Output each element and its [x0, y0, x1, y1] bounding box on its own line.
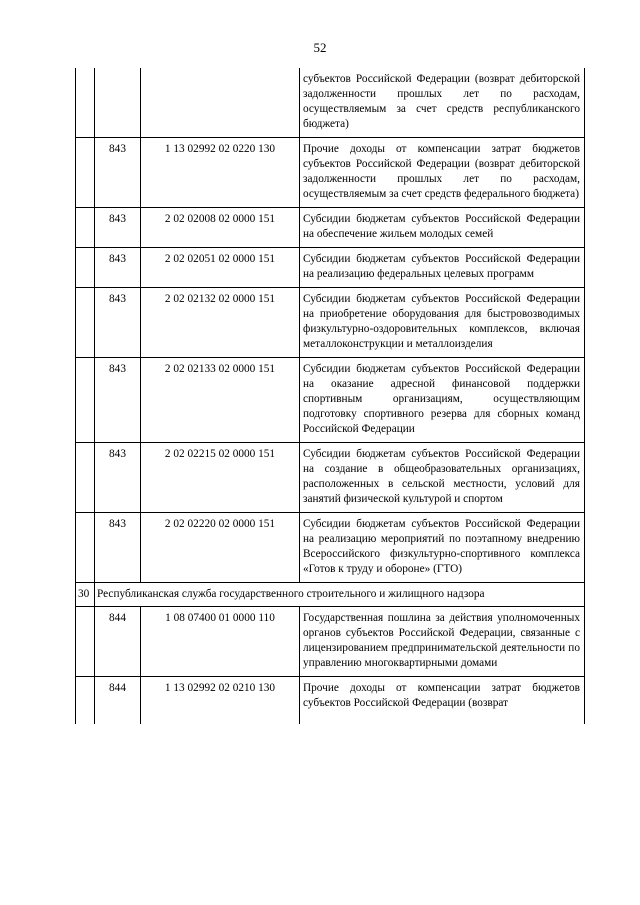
revenue-name-cell: Субсидии бюджетам субъектов Российской Федерации на создание в общеобразовательных организациях, расположенных в сельской местности, условий для занятий физической культурой и спортом	[300, 443, 585, 513]
row-number-cell	[76, 607, 95, 677]
row-number-cell	[76, 138, 95, 208]
revenue-name-cell: субъектов Российской Федерации (возврат дебиторской задолженности прошлых лет по расходам, осуществляемым за счет средств республиканского бюджета)	[300, 68, 585, 138]
row-number-cell	[76, 208, 95, 248]
revenue-code-cell: 1 08 07400 01 0000 110	[141, 607, 300, 677]
table-row	[76, 513, 585, 583]
table-row	[76, 358, 585, 443]
row-number-cell	[76, 513, 95, 583]
section-number: 30	[76, 583, 95, 607]
admin-code-cell: 843	[95, 208, 141, 248]
section-header-row	[76, 583, 585, 607]
table-row	[76, 288, 585, 358]
admin-code-cell: 844	[95, 677, 141, 725]
admin-code-cell: 843	[95, 443, 141, 513]
revenue-code-cell: 2 02 02133 02 0000 151	[141, 358, 300, 443]
revenue-code-cell: 1 13 02992 02 0220 130	[141, 138, 300, 208]
revenue-name-cell: Субсидии бюджетам субъектов Российской Федерации на приобретение оборудования для быстровозводимых физкультурно-оздоровительных комплексов, включая металлоконструкции и металлоизделия	[300, 288, 585, 358]
table-row	[76, 607, 585, 677]
revenue-code-cell: 2 02 02220 02 0000 151	[141, 513, 300, 583]
row-number-cell	[76, 677, 95, 725]
revenue-code-cell: 2 02 02051 02 0000 151	[141, 248, 300, 288]
admin-code-cell: 843	[95, 358, 141, 443]
row-number-cell	[76, 68, 95, 138]
table-row	[76, 68, 585, 138]
table-row	[76, 248, 585, 288]
revenue-code-cell: 1 13 02992 02 0210 130	[141, 677, 300, 725]
admin-code-cell	[95, 68, 141, 138]
revenue-code-cell: 2 02 02215 02 0000 151	[141, 443, 300, 513]
table-row	[76, 208, 585, 248]
row-number-cell	[76, 248, 95, 288]
admin-code-cell: 843	[95, 138, 141, 208]
admin-code-cell: 843	[95, 513, 141, 583]
revenue-name-cell: Субсидии бюджетам субъектов Российской Федерации на обеспечение жильем молодых семей	[300, 208, 585, 248]
revenue-code-cell	[141, 68, 300, 138]
row-number-cell	[76, 443, 95, 513]
admin-code-cell: 844	[95, 607, 141, 677]
page-number: 52	[313, 40, 327, 55]
row-number-cell	[76, 358, 95, 443]
revenue-name-cell: Субсидии бюджетам субъектов Российской Федерации на реализацию мероприятий по поэтапному внедрению Всероссийского физкультурно-спортивного комплекса «Готов к труду и обороне» (ГТО)	[300, 513, 585, 583]
revenue-code-cell: 2 02 02132 02 0000 151	[141, 288, 300, 358]
revenue-name-cell: Прочие доходы от компенсации затрат бюджетов субъектов Российской Федерации (возврат дебиторской задолженности прошлых лет по расходам, осуществляемым за счет средств федерального бюджета)	[300, 138, 585, 208]
revenue-name-cell: Государственная пошлина за действия уполномоченных органов субъектов Российской Федерации, связанные с лицензированием предпринимательской деятельности по управлению многоквартирными домами	[300, 607, 585, 677]
table-row	[76, 443, 585, 513]
admin-code-cell: 843	[95, 248, 141, 288]
section-title: Республиканская служба государственного строительного и жилищного надзора	[95, 583, 585, 607]
revenue-name-cell: Субсидии бюджетам субъектов Российской Федерации на реализацию федеральных целевых программ	[300, 248, 585, 288]
table-row	[76, 677, 585, 725]
table-row	[76, 138, 585, 208]
revenue-code-cell: 2 02 02008 02 0000 151	[141, 208, 300, 248]
admin-code-cell: 843	[95, 288, 141, 358]
revenue-name-cell: Прочие доходы от компенсации затрат бюджетов субъектов Российской Федерации (возврат	[300, 677, 585, 725]
revenue-codes-table	[75, 68, 585, 724]
revenue-name-cell: Субсидии бюджетам субъектов Российской Федерации на оказание адресной финансовой поддержки спортивным организациям, осуществляющим подготовку спортивного резерва для сборных команд Российской Федерации	[300, 358, 585, 443]
row-number-cell	[76, 288, 95, 358]
